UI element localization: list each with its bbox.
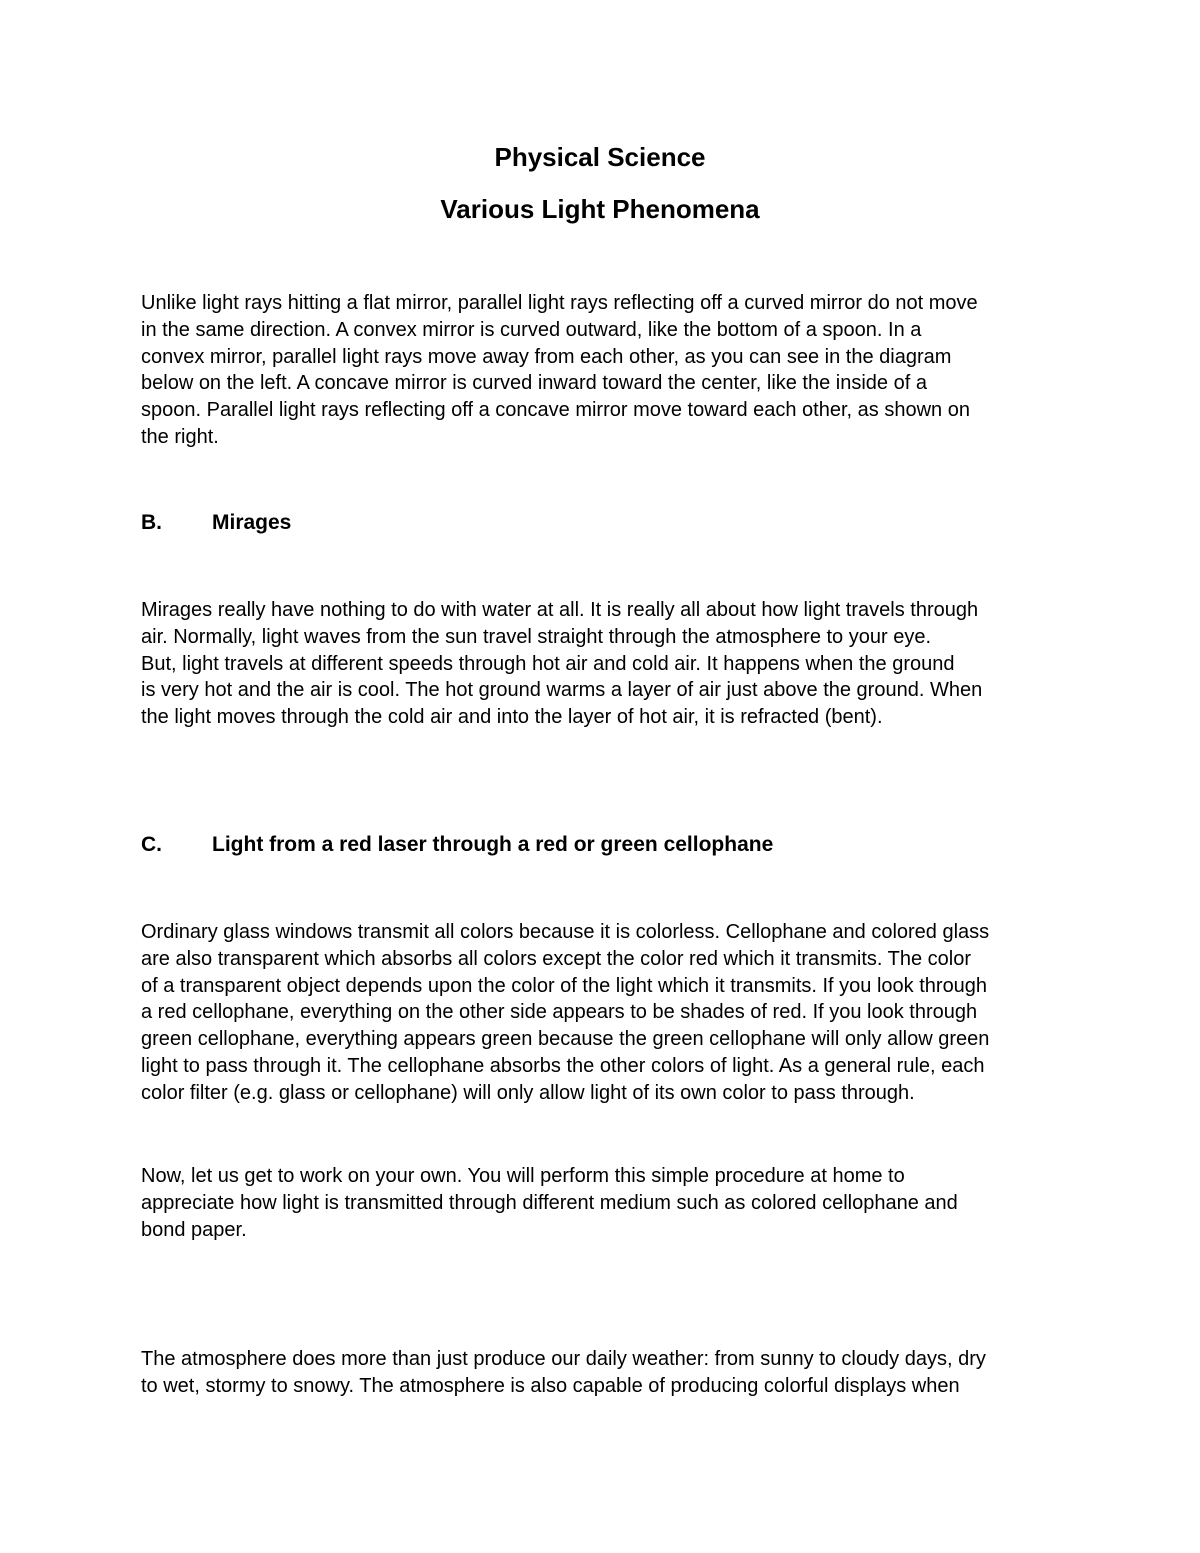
- procedure-line: Now, let us get to work on your own. You will perform this simple procedure at home to: [141, 1165, 905, 1187]
- document-subtitle: Various Light Phenomena: [440, 194, 760, 224]
- mirages-paragraph: [141, 597, 1071, 731]
- mirages-line: Mirages really have nothing to do with water at all. It is really all about how light travels through: [141, 599, 979, 621]
- atmosphere-line: The atmosphere does more than just produce our daily weather: from sunny to cloudy days, dry: [141, 1348, 986, 1370]
- mirages-line: air. Normally, light waves from the sun travel straight through the atmosphere to your eye.: [141, 625, 931, 648]
- atmosphere-line: to wet, stormy to snowy. The atmosphere is also capable of producing colorful displays when: [141, 1374, 960, 1397]
- intro-line: convex mirror, parallel light rays move away from each other, as you can see in the diagram: [141, 345, 952, 368]
- intro-line: below on the left. A concave mirror is curved inward toward the center, like the inside of a: [141, 372, 927, 395]
- mirages-line: But, light travels at different speeds through hot air and cold air. It happens when the ground: [141, 652, 955, 675]
- section-c-heading: [141, 832, 773, 858]
- intro-line: spoon. Parallel light rays reflecting off a concave mirror move toward each other, as shown on: [141, 399, 970, 422]
- cellophane-line: of a transparent object depends upon the color of the light which it transmits. If you look through: [141, 974, 988, 997]
- cellophane-line: light to pass through it. The cellophane absorbs the other colors of light. As a general rule, each: [141, 1054, 985, 1077]
- cellophane-line: green cellophane, everything appears green because the green cellophane will only allow green: [141, 1028, 990, 1051]
- section-b-title: Mirages: [212, 511, 292, 534]
- section-c-title: Light from a red laser through a red or green cellophane: [212, 833, 774, 856]
- section-c-letter: C.: [141, 833, 162, 856]
- mirages-line: is very hot and the air is cool. The hot ground warms a layer of air just above the ground. When: [141, 679, 983, 702]
- procedure-line: appreciate how light is transmitted through different medium such as colored cellophane and: [141, 1191, 958, 1214]
- intro-line: in the same direction. A convex mirror is curved outward, like the bottom of a spoon. In a: [141, 318, 922, 341]
- cellophane-line: color filter (e.g. glass or cellophane) will only allow light of its own color to pass through.: [141, 1081, 915, 1104]
- cellophane-paragraph: [141, 919, 1071, 1107]
- intro-paragraph: [141, 290, 1071, 451]
- section-b-letter: B.: [141, 511, 162, 534]
- cellophane-line: a red cellophane, everything on the other side appears to be shades of red. If you look through: [141, 1001, 978, 1024]
- cellophane-line: Ordinary glass windows transmit all colors because it is colorless. Cellophane and colored glass: [141, 921, 990, 943]
- intro-line: the right.: [141, 425, 219, 448]
- intro-line: Unlike light rays hitting a flat mirror, parallel light rays reflecting off a curved mirror do not move: [141, 292, 978, 314]
- section-b-heading: [141, 510, 291, 536]
- mirages-line: the light moves through the cold air and into the layer of hot air, it is refracted (bent).: [141, 706, 883, 729]
- procedure-line: bond paper.: [141, 1218, 247, 1241]
- document-title: Physical Science: [494, 142, 706, 172]
- procedure-paragraph: [141, 1163, 1071, 1243]
- cellophane-line: are also transparent which absorbs all colors except the color red which it transmits. The color: [141, 947, 972, 970]
- atmosphere-paragraph: [141, 1346, 1071, 1400]
